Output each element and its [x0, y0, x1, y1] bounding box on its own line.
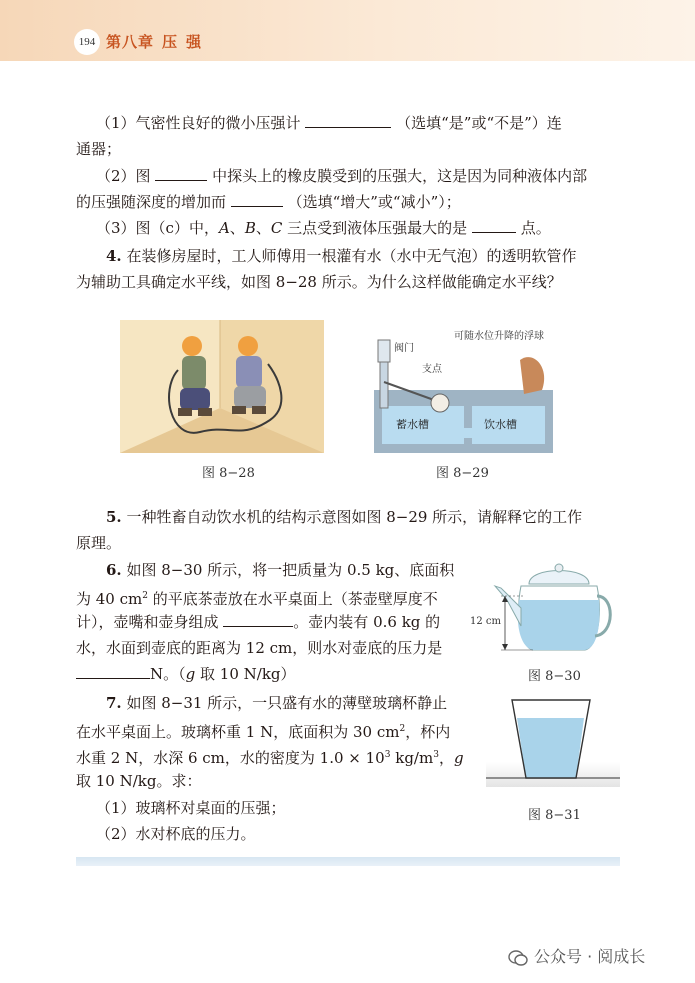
q3-part1-line1	[96, 110, 562, 136]
point-b: B	[244, 219, 256, 237]
fig29-storage-tank-label: 蓄水槽	[396, 418, 429, 431]
text: 中探头上的橡皮膜受到的压强大，这是因为同种液体内部	[212, 167, 588, 185]
figure-8-29-caption: 图 8−29	[436, 466, 489, 481]
text: kg/m	[390, 749, 434, 767]
text: （选填“是”或“不是”）连	[396, 114, 562, 132]
point-a: A	[218, 219, 230, 237]
q7-part1: （1）玻璃杯对桌面的压强；	[96, 799, 286, 817]
q7-line2	[76, 716, 450, 745]
figure-8-28-caption: 图 8−28	[202, 466, 255, 481]
text: 三点受到液体压强最大的是	[282, 219, 468, 237]
figure-8-30-teapot-illustration	[485, 556, 620, 656]
chapter-title-a: 压	[162, 33, 179, 51]
watermark	[508, 944, 645, 967]
chapter-title-b: 强	[186, 33, 203, 51]
answer-blank	[305, 111, 391, 128]
answer-blank	[472, 216, 516, 233]
superscript: 2	[399, 724, 406, 734]
text: N。（	[150, 665, 186, 683]
text: 、	[229, 219, 245, 237]
q6-line5	[76, 661, 296, 687]
figure-8-31-caption: 图 8−31	[528, 808, 581, 823]
question-number: 7.	[106, 694, 122, 712]
fig29-pivot-label: 支点	[422, 364, 442, 375]
q6-line2	[76, 583, 438, 612]
text: 的平底茶壶放在水平桌面上（茶壶壁厚度不	[147, 590, 438, 608]
text: 一种牲畜自动饮水机的结构示意图如图 8−29 所示，请解释它的工作	[121, 508, 583, 526]
text: 取 10 N/kg）	[195, 665, 296, 683]
symbol-g: g	[185, 665, 196, 683]
q4-line2: 为辅助工具确定水平线，如图 8−28 所示。为什么这样做能确定水平线？	[76, 273, 562, 291]
text: 在装修房屋时，工人师傅用一根灌有水（水中无气泡）的透明软管作	[121, 247, 577, 265]
answer-blank	[155, 164, 207, 181]
text: （3）图（c）中，	[96, 219, 219, 237]
chapter-title	[106, 31, 210, 52]
text: 。壶内装有 0.6 kg 的	[293, 613, 441, 631]
figure-8-29-drinker-diagram	[374, 320, 553, 453]
q3-part1-line2: 通器；	[76, 140, 122, 158]
figure-8-31-glass-illustration	[486, 692, 620, 787]
q7-line1	[106, 690, 447, 716]
watermark-text: 公众号 · 阅成长	[534, 947, 646, 966]
superscript: 3	[433, 750, 439, 760]
symbol-g: g	[453, 749, 464, 767]
footer-divider	[76, 857, 620, 866]
question-number: 5.	[106, 508, 122, 526]
q3-part3	[96, 215, 551, 241]
text: 的压强随深度的增加而	[76, 193, 227, 211]
q6-line1	[106, 557, 454, 583]
question-number: 4.	[106, 247, 122, 265]
q6-line4: 水，水面到壶底的距离为 12 cm，则水对壶底的压力是	[76, 639, 443, 657]
answer-blank	[223, 610, 293, 627]
text: 为 40 cm	[76, 590, 143, 608]
text: ，	[438, 749, 454, 767]
fig29-float-label: 可随水位升降的浮球	[454, 331, 544, 342]
figure-8-28-workers-illustration	[120, 320, 324, 453]
superscript: 2	[142, 591, 148, 601]
q5-line1	[106, 504, 582, 530]
text: （2）图	[96, 167, 151, 185]
q6-line3	[76, 609, 440, 635]
q3-part2-line1	[96, 163, 587, 189]
chapter-label: 第八章	[106, 33, 155, 51]
question-number: 6.	[106, 561, 122, 579]
q3-part2-line2	[76, 189, 461, 215]
q7-line3	[76, 742, 464, 771]
text: 计），壶嘴和壶身组成	[76, 613, 219, 631]
figure-8-30-caption: 图 8−30	[528, 669, 581, 684]
page-header	[0, 0, 695, 61]
text: 、	[255, 219, 271, 237]
fig29-drinking-tank-label: 饮水槽	[484, 418, 517, 431]
fig30-height-label: 12 cm	[470, 616, 501, 627]
text: 如图 8−30 所示，将一把质量为 0.5 kg、底面积	[121, 561, 455, 579]
wechat-icon	[508, 949, 528, 967]
q7-part2: （2）水对杯底的压力。	[96, 825, 256, 843]
q7-line4: 取 10 N/kg。求：	[76, 772, 202, 790]
superscript: 3	[384, 750, 391, 760]
answer-blank	[76, 662, 150, 679]
fig29-valve-label: 阀门	[394, 343, 414, 354]
text: 点。	[520, 219, 551, 237]
text: 水重 2 N，水深 6 cm，水的密度为 1.0 × 10	[76, 749, 385, 767]
point-c: C	[270, 219, 283, 237]
q4-line1	[106, 243, 576, 269]
q5-line2: 原理。	[76, 534, 122, 552]
text: 在水平桌面上。玻璃杯重 1 N，底面积为 30 cm	[76, 723, 400, 741]
text: （1）气密性良好的微小压强计	[96, 114, 301, 132]
text: 如图 8−31 所示，一只盛有水的薄壁玻璃杯静止	[121, 694, 448, 712]
text: ，杯内	[405, 723, 451, 741]
answer-blank	[231, 190, 283, 207]
page-number: 194	[74, 29, 100, 55]
text: （选填“增大”或“减小”）；	[287, 193, 461, 211]
